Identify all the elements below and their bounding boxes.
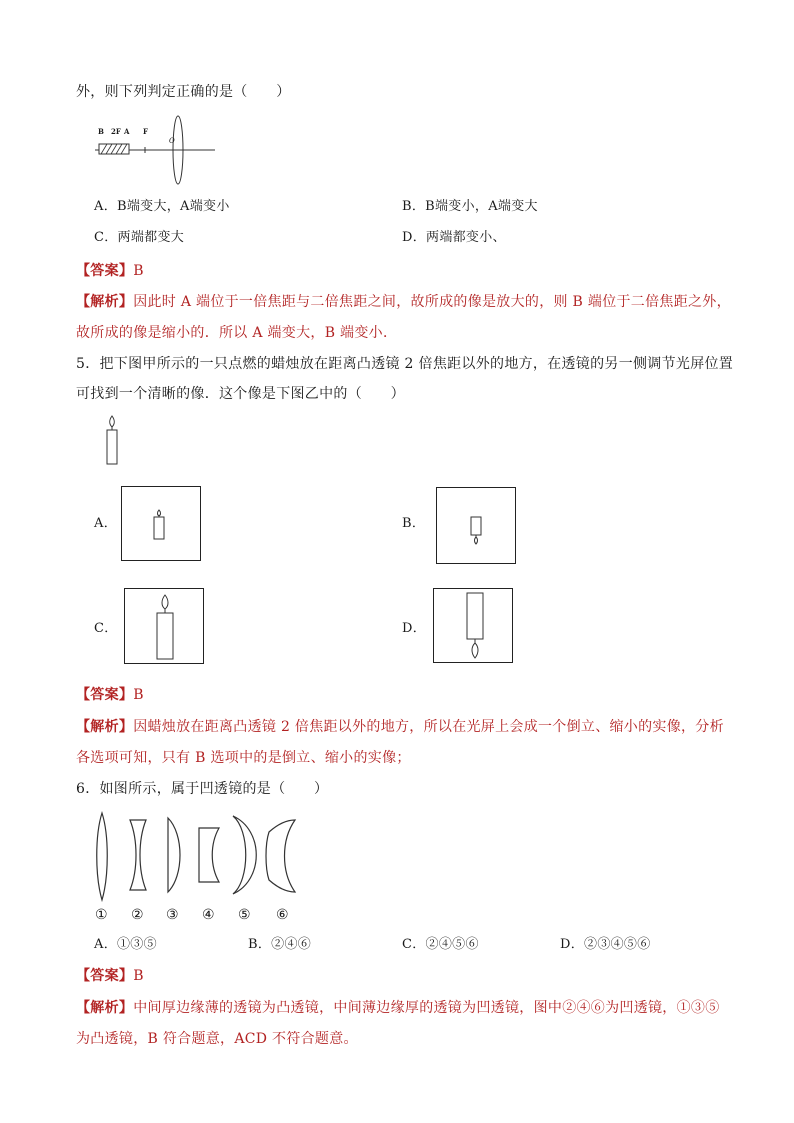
candle-upright-large bbox=[155, 594, 175, 660]
lens-number-3: ③ bbox=[166, 907, 179, 923]
lens-4-plano-concave bbox=[199, 828, 219, 882]
answer-label: 【答案】 bbox=[76, 263, 134, 279]
analysis-label: 【解析】 bbox=[76, 719, 134, 735]
lens-shapes-figure bbox=[88, 810, 308, 905]
q5-stem-line2: 可找到一个清晰的像．这个像是下图乙中的（ ） bbox=[76, 386, 405, 402]
label-f: F bbox=[143, 127, 148, 136]
q4-lens-diagram bbox=[93, 113, 218, 188]
q5-stem-line1: 5．把下图甲所示的一只点燃的蜡烛放在距离凸透镜 2 倍焦距以外的地方，在透镜的另一侧调节光屏位置 bbox=[76, 356, 734, 372]
q4-option-b: B．B端变小，A端变大 bbox=[402, 199, 538, 214]
q5-option-b-screen bbox=[436, 487, 516, 564]
analysis-text: 因此时 A 端位于一倍焦距与二倍焦距之间，故所成的像是放大的，则 B 端位于二倍焦距之外， bbox=[133, 294, 731, 310]
q6-option-c: C．②④⑤⑥ bbox=[402, 937, 479, 952]
candle-original-figure bbox=[104, 414, 120, 466]
q4-option-c: C．两端都变大 bbox=[94, 230, 185, 245]
q4-stem-tail: 外，则下列判定正确的是（ ） bbox=[76, 84, 291, 100]
analysis-text: 因蜡烛放在距离凸透镜 2 倍焦距以外的地方，所以在光屏上会成一个倒立、缩小的实像，分析 bbox=[133, 719, 724, 735]
q5-option-c-label: C． bbox=[94, 621, 118, 636]
label-a: A bbox=[124, 127, 130, 136]
q5-analysis-line2: 各选项可知，只有 B 选项中的是倒立、缩小的实像； bbox=[76, 750, 411, 766]
q5-option-b-label: B． bbox=[402, 516, 426, 531]
q5-option-a-label: A． bbox=[94, 516, 117, 531]
q6-option-d: D．②③④⑤⑥ bbox=[560, 937, 651, 952]
lens-number-4: ④ bbox=[202, 907, 215, 923]
q4-answer bbox=[76, 262, 144, 280]
q5-analysis-line1 bbox=[76, 718, 724, 736]
lens-5-meniscus-convex bbox=[233, 816, 256, 894]
q6-analysis-line1 bbox=[76, 999, 720, 1017]
label-2f: 2F bbox=[111, 127, 121, 136]
q6-option-a: A．①③⑤ bbox=[94, 937, 157, 952]
lens-number-1: ① bbox=[95, 907, 108, 923]
lens-3-plano-convex bbox=[168, 818, 180, 892]
lens-number-2: ② bbox=[131, 907, 144, 923]
answer-label: 【答案】 bbox=[76, 687, 134, 703]
candle-inverted-small bbox=[469, 516, 483, 546]
lens-1-biconvex bbox=[97, 813, 108, 900]
q6-answer bbox=[76, 967, 144, 985]
answer-value: B bbox=[133, 968, 144, 984]
q4-option-a: A．B端变大，A端变小 bbox=[94, 199, 230, 214]
analysis-label: 【解析】 bbox=[76, 294, 134, 310]
lens-number-5: ⑤ bbox=[238, 907, 251, 923]
label-o: O bbox=[169, 137, 175, 145]
answer-value: B bbox=[133, 687, 144, 703]
q5-option-c-screen bbox=[124, 588, 204, 664]
candle-upright-small bbox=[152, 509, 166, 541]
q6-stem: 6．如图所示，属于凹透镜的是（ ） bbox=[76, 781, 329, 797]
q4-analysis-line2: 故所成的像是缩小的．所以 A 端变大，B 端变小． bbox=[76, 325, 398, 341]
answer-label: 【答案】 bbox=[76, 968, 134, 984]
lens-2-biconcave bbox=[130, 820, 146, 890]
q5-option-d-screen bbox=[433, 588, 513, 663]
candle-inverted-large bbox=[465, 592, 485, 660]
lens-6-meniscus-concave bbox=[266, 820, 295, 892]
q4-analysis-line1 bbox=[76, 293, 731, 311]
analysis-text: 中间厚边缘薄的透镜为凸透镜，中间薄边缘厚的透镜为凹透镜，图中②④⑥为凹透镜，①③⑤ bbox=[133, 1000, 720, 1016]
q5-option-d-label: D． bbox=[402, 621, 427, 636]
q5-answer bbox=[76, 686, 144, 704]
q4-option-d: D．两端都变小、 bbox=[402, 230, 506, 245]
answer-value: B bbox=[133, 263, 144, 279]
q6-option-b: B．②④⑥ bbox=[248, 937, 312, 952]
analysis-label: 【解析】 bbox=[76, 1000, 134, 1016]
label-b: B bbox=[98, 127, 104, 136]
q6-analysis-line2: 为凸透镜，B 符合题意，ACD 不符合题意。 bbox=[76, 1031, 358, 1047]
lens-number-6: ⑥ bbox=[276, 907, 289, 923]
q5-option-a-screen bbox=[121, 486, 201, 561]
